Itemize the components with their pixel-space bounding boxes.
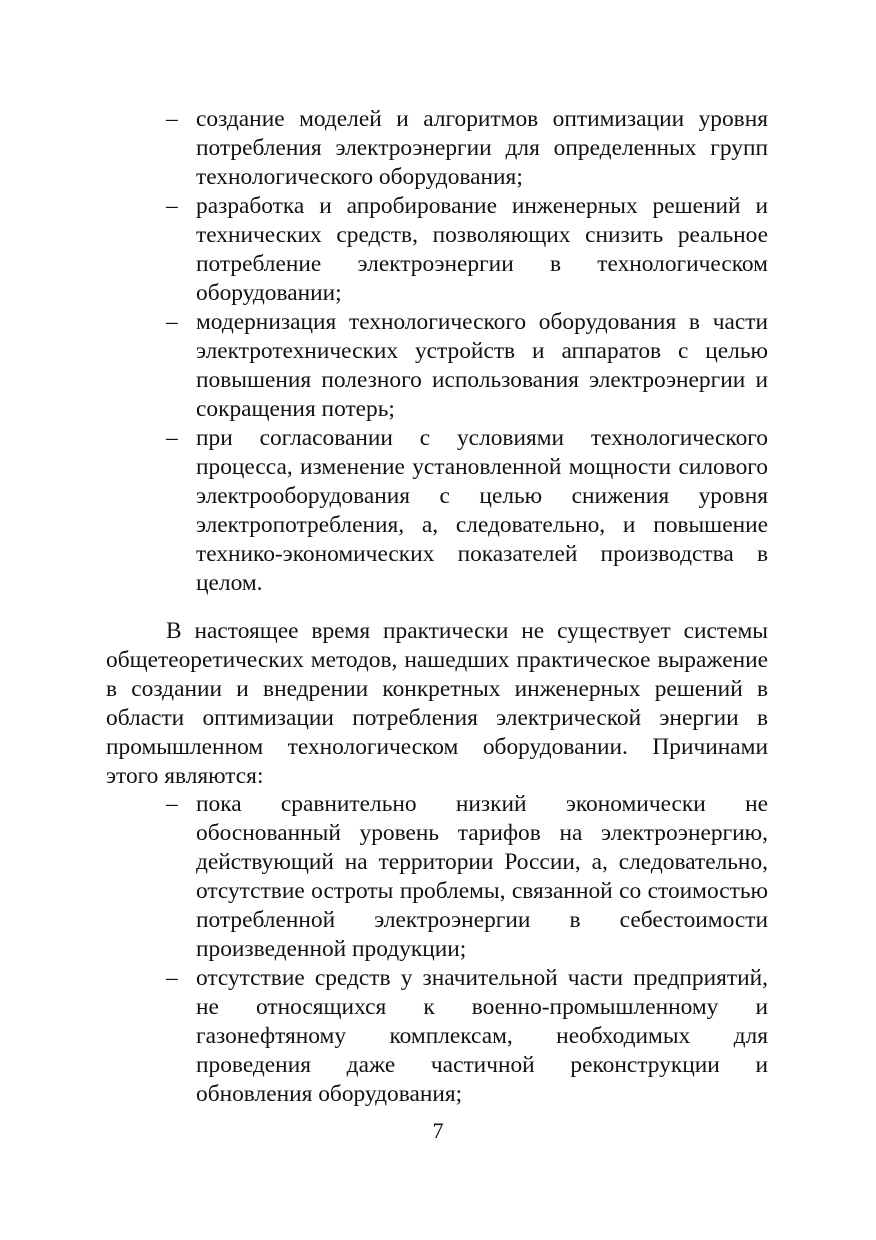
- list-item-text: разработка и апробирование инженерных решений и технических средств, позволяющих снизить реальное потребление электроэнергии в технологическом оборудовании;: [196, 193, 768, 306]
- list-item: [106, 790, 768, 964]
- bullet-dash: –: [166, 309, 178, 335]
- bullet-dash: –: [166, 791, 178, 817]
- list-item-text: при согласовании с условиями технологического процесса, изменение установленной мощности силового электрооборудования с целью снижения уровня электропотребления, а, следовательно, и повышение технико-экономических показателей производства в целом.: [196, 425, 768, 596]
- bullet-dash: –: [166, 965, 178, 991]
- bullet-dash: –: [166, 106, 178, 132]
- list-item: [106, 424, 768, 598]
- bullet-list-reasons: [106, 790, 768, 1109]
- body-paragraph: В настоящее время практически не существует системы общетеоретических методов, нашедших практическое выражение в создании и внедрении конкретных инженерных решений в области оптимизации потребления электрической энергии в промышленном технологическом оборудовании. Причинами этого являются:: [106, 618, 768, 789]
- list-item-text: отсутствие средств у значительной части предприятий, не относящихся к военно-промышленному и газонефтяному комплексам, необходимых для проведения даже частичной реконструкции и обновления оборудования;: [196, 965, 768, 1107]
- bullet-dash: –: [166, 425, 178, 451]
- list-item: [106, 192, 768, 308]
- page-number: 7: [432, 1118, 444, 1143]
- list-item-text: создание моделей и алгоритмов оптимизации уровня потребления электроэнергии для определенных групп технологического оборудования;: [196, 106, 768, 190]
- list-item: [106, 308, 768, 424]
- list-item: [106, 964, 768, 1109]
- bullet-dash: –: [166, 193, 178, 219]
- list-item: [106, 105, 768, 192]
- list-item-text: модернизация технологического оборудования в части электротехнических устройств и аппаратов с целью повышения полезного использования электроэнергии и сокращения потерь;: [196, 309, 768, 422]
- list-item-text: пока сравнительно низкий экономически не обоснованный уровень тарифов на электроэнергию, действующий на территории России, а, следовательно, отсутствие остроты проблемы, связанной со стоимостью потребленной электроэнергии в себестоимости произведенной продукции;: [196, 791, 768, 962]
- bullet-list-goals: [106, 105, 768, 598]
